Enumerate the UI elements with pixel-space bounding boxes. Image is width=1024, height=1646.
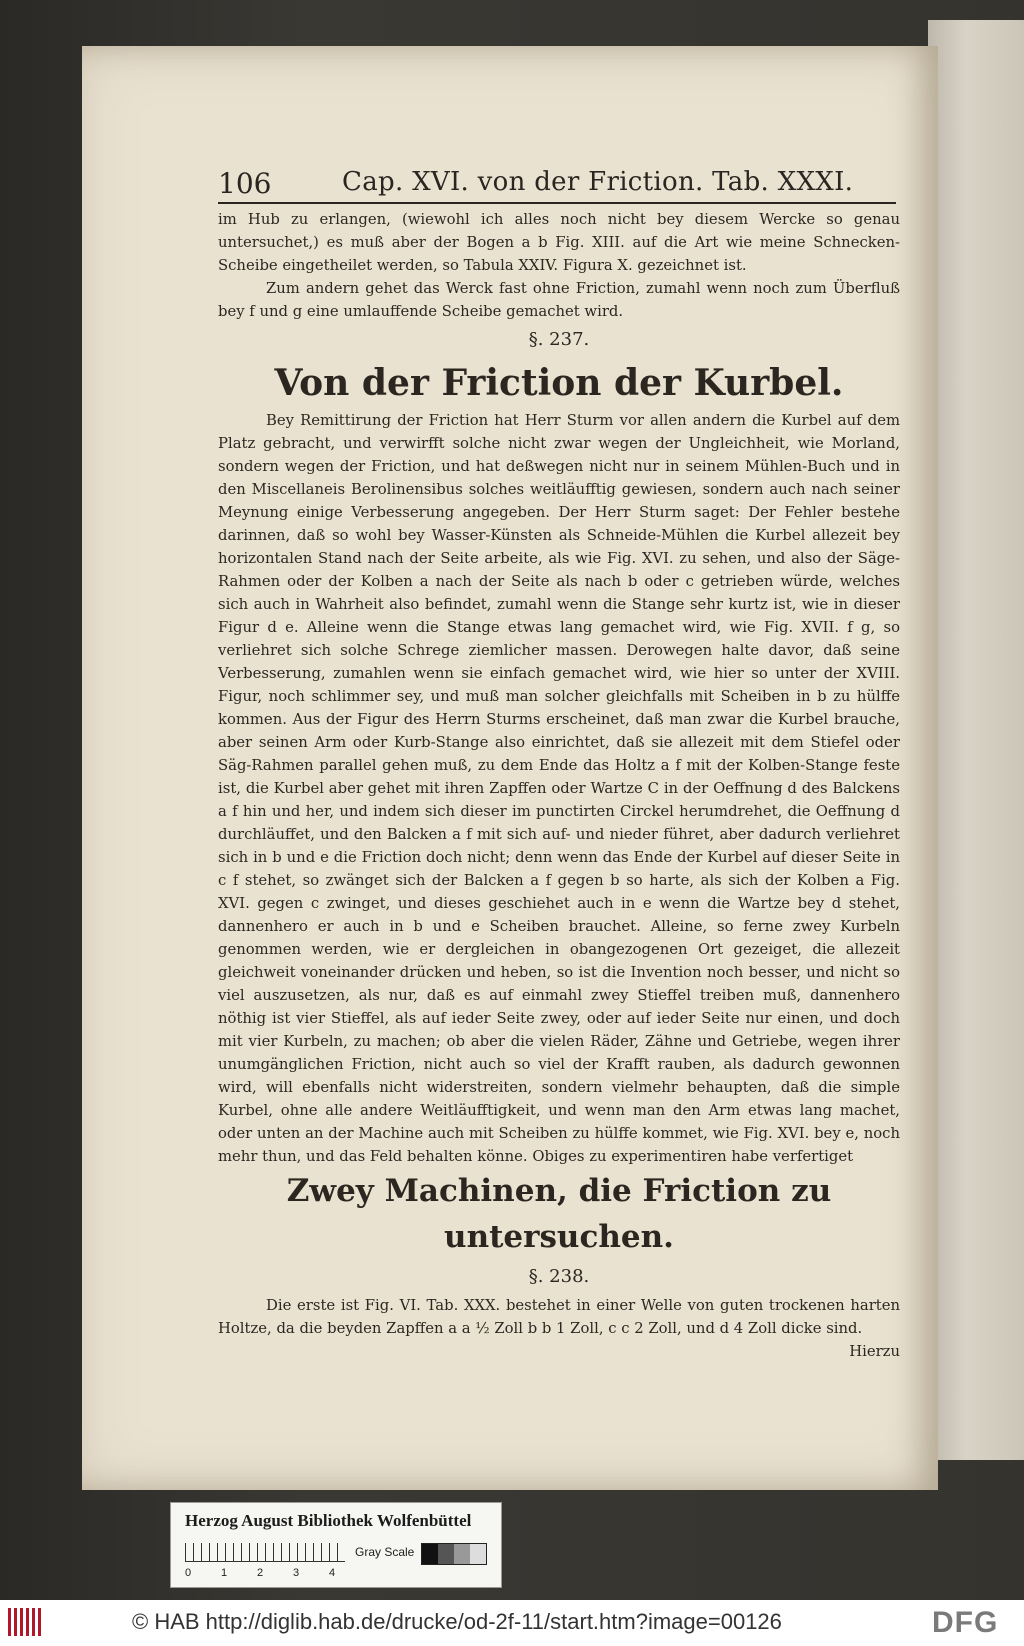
paragraph-erste-machine: Die erste ist Fig. VI. Tab. XXX. bestehet in einer Welle von guten trockenen harten Holtze, da die beyden Zapffen a a ½ Zoll b b 1 Zoll, c c 2 Zoll, und d 4 Zoll dicke sind.	[218, 1297, 900, 1337]
page-header	[218, 167, 894, 203]
gray-scale-label: Gray Scale	[355, 1545, 415, 1559]
library-name: Herzog August Bibliothek Wolfenbüttel	[185, 1511, 472, 1530]
dfg-logo: DFG	[932, 1606, 999, 1639]
ruler-number: 1	[221, 1567, 228, 1579]
page-number: 106	[218, 167, 272, 200]
section-heading-kurbel: Von der Friction der Kurbel.	[274, 362, 844, 404]
catchword: Hierzu	[849, 1343, 900, 1360]
section-number-237: §. 237.	[528, 329, 590, 350]
ruler-number: 4	[329, 1567, 336, 1579]
gray-scale-swatch	[421, 1543, 487, 1565]
library-color-target	[170, 1502, 502, 1588]
footer-url[interactable]: © HAB http://diglib.hab.de/drucke/od-2f-11/start.htm?image=00126	[132, 1609, 782, 1634]
paragraph-kurbel: Bey Remittirung der Friction hat Herr Sturm vor allen andern die Kurbel auf dem Platz gebracht, und verwirfft solche nicht zwar wegen der Ungleichheit, wie Morland, sondern wegen der Friction, und hat deßwegen nicht nur in seinem Mühlen-Buch und in den Miscellaneis Berolinensibus solches weitläufftig gewiesen, sondern auch nach seiner Meynung einige Verbesserung angegeben. Der Herr Sturm saget: Der Fehler bestehe darinnen, daß so wohl bey Wasser-Künsten als Schneide-Mühlen die Kurbel allezeit bey horizontalen Stand nach der Seite arbeite, als wie Fig. XVI. zu sehen, und also der Säge-Rahmen oder der Kolben a nach der Seite als nach b oder c getrieben würde, welches sich auch in Wahrheit also befindet, zumahl wenn die Stange sehr kurtz ist, wie in dieser Figur d e. Alleine wenn die Stange etwas lang gemachet wird, wie Fig. XVII. f g, so verliehret sich solche Schrege ziemlicher massen. Derowegen halte davor, daß seine Verbesserung, zumahlen wenn sie einfach gemachet wird, wie hier so unter der XVIII. Figur, noch schlimmer sey, und muß man solcher gleichfalls mit Scheiben in b zu hülffe kommen. Aus der Figur des Herrn Sturms erscheinet, daß man zwar die Kurbel brauche, aber seinen Arm oder Kurb-Stange also einrichtet, daß sie allezeit mit dem Stiefel oder Säg-Rahmen parallel gehen muß, zu dem Ende das Holtz a f mit der Kolben-Stange feste ist, die Kurbel aber gehet mit ihren Zapffen oder Wartze C in der Oeffnung d des Balckens a f hin und her, und indem sich dieser im punctirten Circkel herumdrehet, die Oeffnung d durchläuffet, und den Balcken a f mit sich auf- und nieder führet, aber dadurch verliehret sich in b und e die Friction doch nicht; denn wenn das Ende der Kurbel auf dieser Seite in c f stehet, so zwänget sich der Balcken a f gegen b so harte, als sich der Kolben a Fig. XVI. gegen c zwinget, und dieses geschiehet auch in e wenn die Wartze bey d stehet, dannenhero er auch in b und e Scheiben brauchet. Alleine, so ferne zwey Kurbeln genommen werden, wie er dergleichen in obangezogenen Ort gezeiget, die allezeit gleichweit voneinander drücken und heben, so ist die Invention noch besser, und nicht so viel auszusetzen, als nur, daß es auf einmahl zwey Stieffel treiben muß, dannenhero nöthig ist vier Stieffel, als auf ieder Seite zwey, oder auf ieder Seite nur einen, und doch mit vier Kurbeln, zu machen; ob aber die vielen Räder, Zähne und Getriebe, wegen ihrer unumgänglichen Friction, nicht auch so viel der Krafft rauben, als dadurch gewonnen wird, will ebenfalls nicht widerstreiten, sondern vielmehr behaupten, daß die simple Kurbel, ohne alle andere Weitläufftigkeit, und wenn man den Arm etwas lang machet, oder unten an der Machine auch mit Scheiben zu hülffe kommet, wie Fig. XVI. bey e, noch mehr thun, und das Feld behalten könne. Obiges zu experimentiren habe verfertiget	[218, 412, 900, 1165]
ruler-number: 2	[257, 1567, 264, 1579]
section-heading-machinen: Zwey Machinen, die Friction zu untersuchen.	[286, 1173, 832, 1255]
facing-page-edge	[928, 20, 1024, 1460]
paragraph-second-point: Zum andern gehet das Werck fast ohne Friction, zumahl wenn noch zum Überfluß bey f und g eine umlauffende Scheibe gemachet wird.	[218, 280, 900, 320]
ruler-number: 0	[185, 1567, 192, 1579]
hab-logo-icon	[8, 1608, 44, 1636]
section-number-238: §. 238.	[528, 1266, 590, 1287]
ruler-number: 3	[293, 1567, 300, 1579]
running-title: Cap. XVI. von der Friction. Tab. XXXI.	[342, 167, 854, 197]
scale-ruler	[185, 1543, 345, 1562]
footer-bar	[0, 1600, 1024, 1646]
paragraph-continuation: im Hub zu erlangen, (wiewohl ich alles noch nicht bey diesem Wercke so genau untersuchet,) es muß aber der Bogen a b Fig. XIII. auf die Art wie meine Schnecken-Scheibe eingetheilet werden, so Tabula XXIV. Figura X. gezeichnet ist.	[218, 211, 900, 274]
page-body	[218, 208, 900, 1363]
header-rule	[218, 202, 896, 204]
